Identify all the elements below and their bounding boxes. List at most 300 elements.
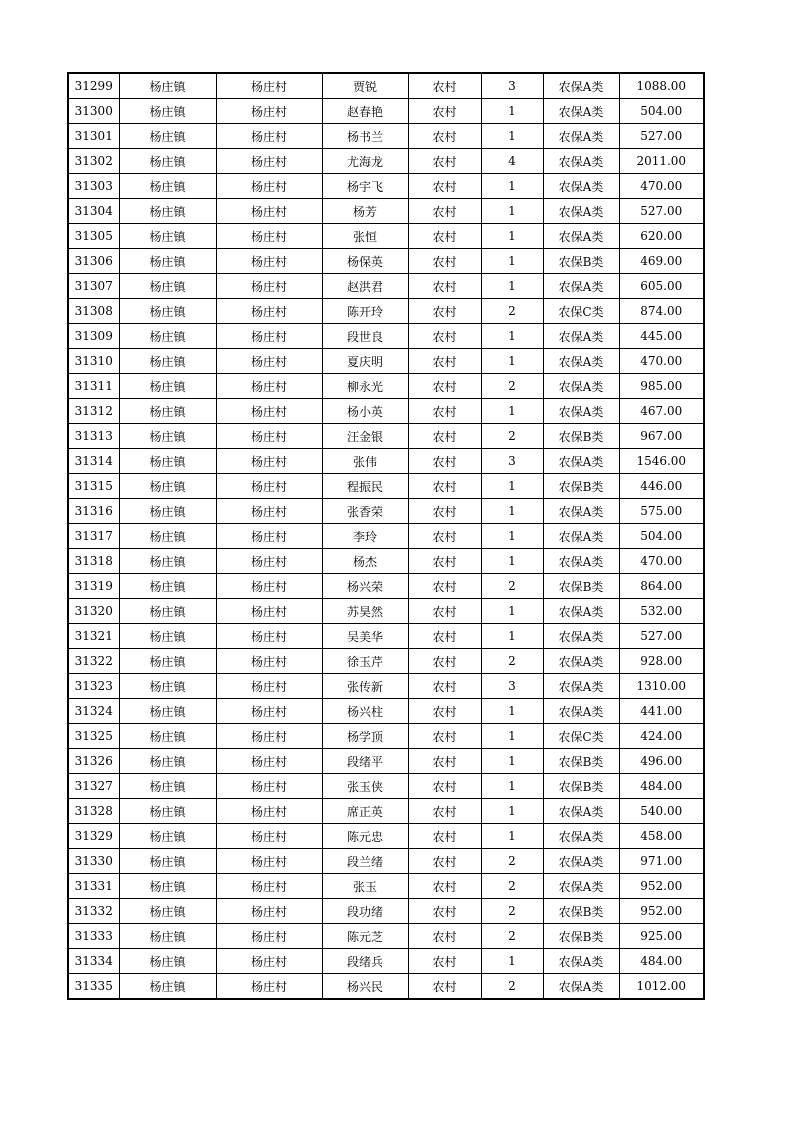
amount-cell: 527.00 <box>619 124 704 149</box>
category-cell: 农保A类 <box>543 549 619 574</box>
town-cell: 杨庄镇 <box>119 649 216 674</box>
type-cell: 农村 <box>408 549 481 574</box>
name-cell: 赵洪君 <box>322 274 408 299</box>
id-cell: 31329 <box>68 824 119 849</box>
name-cell: 段绪平 <box>322 749 408 774</box>
amount-cell: 575.00 <box>619 499 704 524</box>
category-cell: 农保A类 <box>543 73 619 99</box>
village-cell: 杨庄村 <box>216 524 322 549</box>
type-cell: 农村 <box>408 424 481 449</box>
name-cell: 赵春艳 <box>322 99 408 124</box>
id-cell: 31322 <box>68 649 119 674</box>
count-cell: 2 <box>481 574 543 599</box>
id-cell: 31328 <box>68 799 119 824</box>
name-cell: 尤海龙 <box>322 149 408 174</box>
town-cell: 杨庄镇 <box>119 624 216 649</box>
count-cell: 1 <box>481 249 543 274</box>
category-cell: 农保B类 <box>543 249 619 274</box>
table-row <box>68 124 704 149</box>
table-row <box>68 249 704 274</box>
count-cell: 1 <box>481 124 543 149</box>
name-cell: 杨学顶 <box>322 724 408 749</box>
amount-cell: 527.00 <box>619 199 704 224</box>
village-cell: 杨庄村 <box>216 574 322 599</box>
village-cell: 杨庄村 <box>216 249 322 274</box>
town-cell: 杨庄镇 <box>119 824 216 849</box>
amount-cell: 1088.00 <box>619 73 704 99</box>
category-cell: 农保B类 <box>543 574 619 599</box>
amount-cell: 925.00 <box>619 924 704 949</box>
count-cell: 1 <box>481 224 543 249</box>
town-cell: 杨庄镇 <box>119 124 216 149</box>
count-cell: 1 <box>481 174 543 199</box>
amount-cell: 532.00 <box>619 599 704 624</box>
amount-cell: 2011.00 <box>619 149 704 174</box>
village-cell: 杨庄村 <box>216 399 322 424</box>
town-cell: 杨庄镇 <box>119 724 216 749</box>
name-cell: 张恒 <box>322 224 408 249</box>
name-cell: 杨宇飞 <box>322 174 408 199</box>
table-row <box>68 149 704 174</box>
count-cell: 2 <box>481 424 543 449</box>
village-cell: 杨庄村 <box>216 899 322 924</box>
count-cell: 1 <box>481 724 543 749</box>
name-cell: 段兰绪 <box>322 849 408 874</box>
town-cell: 杨庄镇 <box>119 349 216 374</box>
type-cell: 农村 <box>408 574 481 599</box>
document-sheet <box>67 72 705 1000</box>
village-cell: 杨庄村 <box>216 649 322 674</box>
count-cell: 2 <box>481 299 543 324</box>
id-cell: 31326 <box>68 749 119 774</box>
amount-cell: 1310.00 <box>619 674 704 699</box>
town-cell: 杨庄镇 <box>119 149 216 174</box>
name-cell: 苏昊然 <box>322 599 408 624</box>
category-cell: 农保A类 <box>543 524 619 549</box>
village-cell: 杨庄村 <box>216 874 322 899</box>
amount-cell: 874.00 <box>619 299 704 324</box>
type-cell: 农村 <box>408 949 481 974</box>
table-row <box>68 599 704 624</box>
table-row <box>68 549 704 574</box>
type-cell: 农村 <box>408 324 481 349</box>
id-cell: 31316 <box>68 499 119 524</box>
type-cell: 农村 <box>408 124 481 149</box>
town-cell: 杨庄镇 <box>119 249 216 274</box>
village-cell: 杨庄村 <box>216 824 322 849</box>
village-cell: 杨庄村 <box>216 474 322 499</box>
town-cell: 杨庄镇 <box>119 274 216 299</box>
village-cell: 杨庄村 <box>216 149 322 174</box>
category-cell: 农保A类 <box>543 174 619 199</box>
table-row <box>68 474 704 499</box>
table-row <box>68 949 704 974</box>
category-cell: 农保B类 <box>543 924 619 949</box>
type-cell: 农村 <box>408 449 481 474</box>
town-cell: 杨庄镇 <box>119 474 216 499</box>
amount-cell: 527.00 <box>619 624 704 649</box>
amount-cell: 605.00 <box>619 274 704 299</box>
table-row <box>68 174 704 199</box>
name-cell: 张玉 <box>322 874 408 899</box>
category-cell: 农保B类 <box>543 424 619 449</box>
type-cell: 农村 <box>408 849 481 874</box>
table-row <box>68 324 704 349</box>
name-cell: 杨书兰 <box>322 124 408 149</box>
id-cell: 31321 <box>68 624 119 649</box>
category-cell: 农保A类 <box>543 974 619 1000</box>
name-cell: 张香荣 <box>322 499 408 524</box>
village-cell: 杨庄村 <box>216 924 322 949</box>
table-row <box>68 974 704 1000</box>
category-cell: 农保A类 <box>543 274 619 299</box>
name-cell: 陈元忠 <box>322 824 408 849</box>
category-cell: 农保A类 <box>543 349 619 374</box>
table-row <box>68 874 704 899</box>
category-cell: 农保A类 <box>543 849 619 874</box>
type-cell: 农村 <box>408 774 481 799</box>
category-cell: 农保B类 <box>543 774 619 799</box>
name-cell: 杨小英 <box>322 399 408 424</box>
count-cell: 1 <box>481 274 543 299</box>
amount-cell: 504.00 <box>619 99 704 124</box>
id-cell: 31314 <box>68 449 119 474</box>
type-cell: 农村 <box>408 73 481 99</box>
table-row <box>68 574 704 599</box>
type-cell: 农村 <box>408 724 481 749</box>
id-cell: 31315 <box>68 474 119 499</box>
town-cell: 杨庄镇 <box>119 73 216 99</box>
category-cell: 农保A类 <box>543 324 619 349</box>
category-cell: 农保A类 <box>543 649 619 674</box>
village-cell: 杨庄村 <box>216 374 322 399</box>
town-cell: 杨庄镇 <box>119 399 216 424</box>
id-cell: 31308 <box>68 299 119 324</box>
table-row <box>68 199 704 224</box>
name-cell: 汪金银 <box>322 424 408 449</box>
amount-cell: 952.00 <box>619 899 704 924</box>
amount-cell: 971.00 <box>619 849 704 874</box>
name-cell: 段功绪 <box>322 899 408 924</box>
name-cell: 杨保英 <box>322 249 408 274</box>
village-cell: 杨庄村 <box>216 499 322 524</box>
id-cell: 31311 <box>68 374 119 399</box>
id-cell: 31327 <box>68 774 119 799</box>
amount-cell: 620.00 <box>619 224 704 249</box>
town-cell: 杨庄镇 <box>119 849 216 874</box>
id-cell: 31334 <box>68 949 119 974</box>
count-cell: 2 <box>481 649 543 674</box>
id-cell: 31330 <box>68 849 119 874</box>
id-cell: 31299 <box>68 73 119 99</box>
name-cell: 杨杰 <box>322 549 408 574</box>
table-row <box>68 499 704 524</box>
count-cell: 1 <box>481 324 543 349</box>
count-cell: 1 <box>481 599 543 624</box>
town-cell: 杨庄镇 <box>119 224 216 249</box>
type-cell: 农村 <box>408 749 481 774</box>
name-cell: 徐玉芹 <box>322 649 408 674</box>
table-row <box>68 524 704 549</box>
id-cell: 31313 <box>68 424 119 449</box>
category-cell: 农保A类 <box>543 149 619 174</box>
count-cell: 1 <box>481 499 543 524</box>
type-cell: 农村 <box>408 799 481 824</box>
count-cell: 2 <box>481 899 543 924</box>
id-cell: 31301 <box>68 124 119 149</box>
table-row <box>68 624 704 649</box>
amount-cell: 484.00 <box>619 774 704 799</box>
name-cell: 杨兴柱 <box>322 699 408 724</box>
count-cell: 1 <box>481 474 543 499</box>
category-cell: 农保A类 <box>543 449 619 474</box>
count-cell: 1 <box>481 349 543 374</box>
id-cell: 31323 <box>68 674 119 699</box>
town-cell: 杨庄镇 <box>119 899 216 924</box>
category-cell: 农保B类 <box>543 474 619 499</box>
count-cell: 1 <box>481 99 543 124</box>
name-cell: 陈开玲 <box>322 299 408 324</box>
village-cell: 杨庄村 <box>216 699 322 724</box>
village-cell: 杨庄村 <box>216 199 322 224</box>
table-row <box>68 799 704 824</box>
table-row <box>68 399 704 424</box>
town-cell: 杨庄镇 <box>119 699 216 724</box>
name-cell: 段绪兵 <box>322 949 408 974</box>
id-cell: 31325 <box>68 724 119 749</box>
type-cell: 农村 <box>408 874 481 899</box>
amount-cell: 469.00 <box>619 249 704 274</box>
id-cell: 31335 <box>68 974 119 1000</box>
name-cell: 贾锐 <box>322 73 408 99</box>
town-cell: 杨庄镇 <box>119 324 216 349</box>
type-cell: 农村 <box>408 924 481 949</box>
type-cell: 农村 <box>408 499 481 524</box>
town-cell: 杨庄镇 <box>119 449 216 474</box>
table-row <box>68 649 704 674</box>
data-table <box>67 72 705 1000</box>
type-cell: 农村 <box>408 149 481 174</box>
table-row <box>68 699 704 724</box>
id-cell: 31303 <box>68 174 119 199</box>
amount-cell: 458.00 <box>619 824 704 849</box>
type-cell: 农村 <box>408 399 481 424</box>
amount-cell: 1546.00 <box>619 449 704 474</box>
category-cell: 农保B类 <box>543 749 619 774</box>
amount-cell: 496.00 <box>619 749 704 774</box>
count-cell: 3 <box>481 674 543 699</box>
name-cell: 杨兴民 <box>322 974 408 1000</box>
category-cell: 农保A类 <box>543 224 619 249</box>
village-cell: 杨庄村 <box>216 174 322 199</box>
table-row <box>68 299 704 324</box>
id-cell: 31318 <box>68 549 119 574</box>
count-cell: 2 <box>481 849 543 874</box>
amount-cell: 470.00 <box>619 549 704 574</box>
id-cell: 31304 <box>68 199 119 224</box>
village-cell: 杨庄村 <box>216 724 322 749</box>
category-cell: 农保A类 <box>543 699 619 724</box>
category-cell: 农保A类 <box>543 874 619 899</box>
type-cell: 农村 <box>408 224 481 249</box>
amount-cell: 470.00 <box>619 174 704 199</box>
amount-cell: 985.00 <box>619 374 704 399</box>
village-cell: 杨庄村 <box>216 324 322 349</box>
type-cell: 农村 <box>408 699 481 724</box>
category-cell: 农保A类 <box>543 599 619 624</box>
id-cell: 31300 <box>68 99 119 124</box>
count-cell: 2 <box>481 924 543 949</box>
village-cell: 杨庄村 <box>216 849 322 874</box>
table-row <box>68 274 704 299</box>
village-cell: 杨庄村 <box>216 749 322 774</box>
town-cell: 杨庄镇 <box>119 199 216 224</box>
type-cell: 农村 <box>408 374 481 399</box>
name-cell: 李玲 <box>322 524 408 549</box>
town-cell: 杨庄镇 <box>119 924 216 949</box>
count-cell: 1 <box>481 749 543 774</box>
table-row <box>68 849 704 874</box>
id-cell: 31333 <box>68 924 119 949</box>
category-cell: 农保A类 <box>543 399 619 424</box>
town-cell: 杨庄镇 <box>119 674 216 699</box>
count-cell: 1 <box>481 199 543 224</box>
count-cell: 1 <box>481 949 543 974</box>
village-cell: 杨庄村 <box>216 974 322 1000</box>
amount-cell: 467.00 <box>619 399 704 424</box>
name-cell: 程振民 <box>322 474 408 499</box>
village-cell: 杨庄村 <box>216 624 322 649</box>
category-cell: 农保A类 <box>543 199 619 224</box>
amount-cell: 967.00 <box>619 424 704 449</box>
village-cell: 杨庄村 <box>216 774 322 799</box>
category-cell: 农保A类 <box>543 499 619 524</box>
id-cell: 31331 <box>68 874 119 899</box>
town-cell: 杨庄镇 <box>119 599 216 624</box>
town-cell: 杨庄镇 <box>119 524 216 549</box>
count-cell: 2 <box>481 874 543 899</box>
category-cell: 农保A类 <box>543 949 619 974</box>
category-cell: 农保A类 <box>543 124 619 149</box>
town-cell: 杨庄镇 <box>119 749 216 774</box>
type-cell: 农村 <box>408 274 481 299</box>
id-cell: 31332 <box>68 899 119 924</box>
category-cell: 农保A类 <box>543 799 619 824</box>
table-row <box>68 424 704 449</box>
name-cell: 陈元芝 <box>322 924 408 949</box>
table-row <box>68 224 704 249</box>
count-cell: 2 <box>481 374 543 399</box>
category-cell: 农保A类 <box>543 824 619 849</box>
village-cell: 杨庄村 <box>216 599 322 624</box>
category-cell: 农保A类 <box>543 674 619 699</box>
count-cell: 2 <box>481 974 543 1000</box>
table-row <box>68 73 704 99</box>
id-cell: 31320 <box>68 599 119 624</box>
village-cell: 杨庄村 <box>216 73 322 99</box>
category-cell: 农保A类 <box>543 624 619 649</box>
name-cell: 段世良 <box>322 324 408 349</box>
category-cell: 农保C类 <box>543 724 619 749</box>
amount-cell: 540.00 <box>619 799 704 824</box>
town-cell: 杨庄镇 <box>119 299 216 324</box>
village-cell: 杨庄村 <box>216 274 322 299</box>
amount-cell: 441.00 <box>619 699 704 724</box>
village-cell: 杨庄村 <box>216 124 322 149</box>
name-cell: 杨芳 <box>322 199 408 224</box>
type-cell: 农村 <box>408 199 481 224</box>
type-cell: 农村 <box>408 99 481 124</box>
village-cell: 杨庄村 <box>216 99 322 124</box>
town-cell: 杨庄镇 <box>119 374 216 399</box>
table-body <box>68 73 704 999</box>
type-cell: 农村 <box>408 674 481 699</box>
table-row <box>68 674 704 699</box>
id-cell: 31307 <box>68 274 119 299</box>
count-cell: 1 <box>481 549 543 574</box>
table-row <box>68 99 704 124</box>
name-cell: 柳永光 <box>322 374 408 399</box>
name-cell: 吴美华 <box>322 624 408 649</box>
count-cell: 4 <box>481 149 543 174</box>
category-cell: 农保A类 <box>543 374 619 399</box>
table-row <box>68 899 704 924</box>
town-cell: 杨庄镇 <box>119 99 216 124</box>
table-row <box>68 774 704 799</box>
village-cell: 杨庄村 <box>216 674 322 699</box>
village-cell: 杨庄村 <box>216 224 322 249</box>
count-cell: 1 <box>481 624 543 649</box>
category-cell: 农保A类 <box>543 99 619 124</box>
count-cell: 3 <box>481 73 543 99</box>
amount-cell: 952.00 <box>619 874 704 899</box>
type-cell: 农村 <box>408 899 481 924</box>
village-cell: 杨庄村 <box>216 449 322 474</box>
amount-cell: 928.00 <box>619 649 704 674</box>
amount-cell: 504.00 <box>619 524 704 549</box>
name-cell: 席正英 <box>322 799 408 824</box>
id-cell: 31324 <box>68 699 119 724</box>
category-cell: 农保C类 <box>543 299 619 324</box>
count-cell: 1 <box>481 799 543 824</box>
id-cell: 31302 <box>68 149 119 174</box>
type-cell: 农村 <box>408 474 481 499</box>
type-cell: 农村 <box>408 974 481 1000</box>
type-cell: 农村 <box>408 524 481 549</box>
type-cell: 农村 <box>408 174 481 199</box>
type-cell: 农村 <box>408 624 481 649</box>
village-cell: 杨庄村 <box>216 549 322 574</box>
id-cell: 31312 <box>68 399 119 424</box>
id-cell: 31306 <box>68 249 119 274</box>
category-cell: 农保B类 <box>543 899 619 924</box>
type-cell: 农村 <box>408 649 481 674</box>
town-cell: 杨庄镇 <box>119 874 216 899</box>
amount-cell: 445.00 <box>619 324 704 349</box>
village-cell: 杨庄村 <box>216 424 322 449</box>
id-cell: 31319 <box>68 574 119 599</box>
town-cell: 杨庄镇 <box>119 949 216 974</box>
type-cell: 农村 <box>408 599 481 624</box>
town-cell: 杨庄镇 <box>119 774 216 799</box>
count-cell: 3 <box>481 449 543 474</box>
count-cell: 1 <box>481 824 543 849</box>
amount-cell: 470.00 <box>619 349 704 374</box>
id-cell: 31309 <box>68 324 119 349</box>
amount-cell: 424.00 <box>619 724 704 749</box>
id-cell: 31317 <box>68 524 119 549</box>
type-cell: 农村 <box>408 349 481 374</box>
